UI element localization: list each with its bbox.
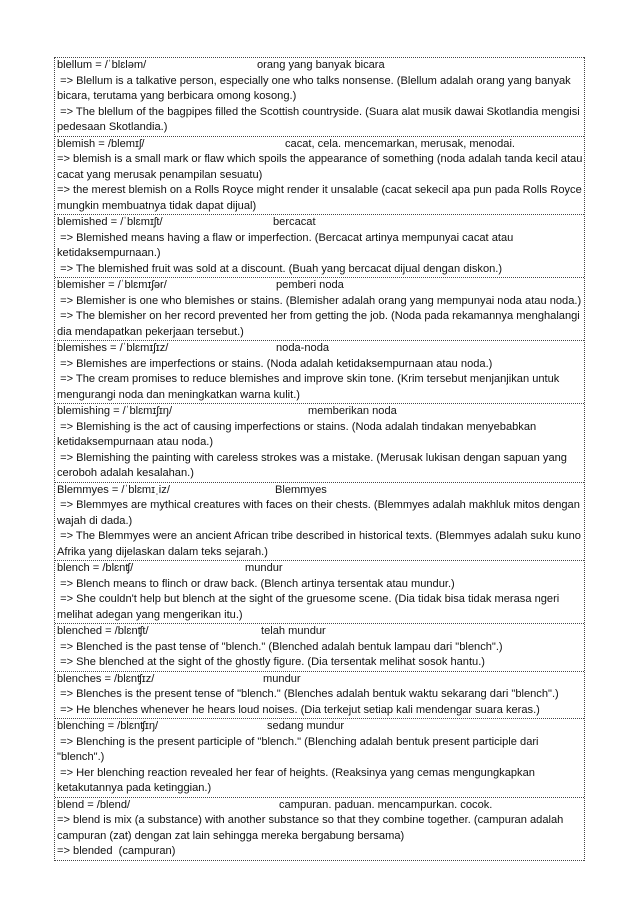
vocabulary-entry [55,798,584,861]
vocabulary-entry [55,215,584,278]
entry-word: blemishing = /ˈblɛmɪʃɪŋ/ [57,405,173,417]
entry-example: => The blemished fruit was sold at a discount. (Buah yang bercacat dijual dengan diskon.) [57,262,503,275]
vocabulary-entry [55,404,584,483]
entry-example: => Her blenching reaction revealed her fear of heights. (Reaksinya yang cemas mengungkapkan ketakutannya pada ketinggian.) [57,766,539,794]
entry-example: => Blenching is the present participle of "blench." (Blenching adalah bentuk present participle dari "blench".) [57,735,542,763]
entry-word: blench = /blɛnʧ/ [57,562,134,574]
entry-headline [57,483,584,499]
entry-example: => Blemishing is the act of causing imperfections or stains. (Noda adalah tindakan menyebabkan ketidaksempurnaan atau noda.) [57,420,540,448]
entry-example: => Blemisher is one who blemishes or stains. (Blemisher adalah orang yang mempunyai noda atau noda.) [57,294,582,307]
entry-example: => the merest blemish on a Rolls Royce might render it unsalable (cacat sekecil apa pun pada Rolls Royce mungkin membuatnya tidak dapat dijual) [57,184,585,212]
vocabulary-entry [55,483,584,562]
entry-example: => Blemishes are imperfections or stains. (Noda adalah ketidaksempurnaan atau noda.) [57,357,493,370]
entry-example: => Blemishing the painting with careless strokes was a mistake. (Merusak lukisan dengan sapuan yang ceroboh adalah kesalahan.) [57,451,571,479]
entry-headline [57,58,584,74]
entry-translation: Blemmyes [275,483,327,496]
vocabulary-table [54,57,585,861]
entry-headline [57,137,584,153]
entry-word: blemisher = /ˈblɛmɪʃər/ [57,279,167,291]
entry-example: => He blenches whenever he hears loud noises. (Dia terkejut setiap kali mendengar suara keras.) [57,703,540,716]
entry-headline [57,215,584,231]
vocabulary-entry [55,719,584,798]
vocabulary-entry [55,57,584,137]
entry-example: => Blemished means having a flaw or imperfection. (Bercacat artinya mempunyai cacat atau ketidaksempurnaan.) [57,231,517,259]
entry-word: blemishes = /ˈblɛmɪʃɪz/ [57,342,169,354]
entry-word: blellum = /ˈblɛləm/ [57,59,147,71]
entry-word: blenches = /blɛnʧɪz/ [57,672,155,685]
entry-example: => The Blemmyes were an ancient African tribe described in historical texts. (Blemmyes adalah suku kuno Afrika yang dijelaskan dalam teks sejarah.) [57,530,584,558]
entry-headline [57,719,584,735]
entry-headline [57,672,584,688]
entry-example: => Blench means to flinch or draw back. (Blench artinya tersentak atau mundur.) [57,577,455,590]
entry-translation: sedang mundur [267,720,345,732]
vocabulary-entry [55,672,584,720]
entry-translation: campuran. paduan. mencampurkan. cocok. [279,798,493,811]
vocabulary-entry [55,561,584,624]
entry-headline [57,798,584,814]
entry-word: blenched = /blɛnʧt/ [57,625,149,637]
entry-translation: mundur [263,672,301,685]
entry-word: Blemmyes = /ˈblɛmɪˌiz/ [57,483,170,496]
entry-example: => She couldn't help but blench at the sight of the gruesome scene. (Dia tidak bisa tidak merasa ngeri melihat adegan yang mengerikan itu.) [57,593,563,621]
entry-example: => She blenched at the sight of the ghostly figure. (Dia tersentak melihat sosok hantu.) [57,656,485,668]
entry-headline [57,624,584,640]
vocabulary-entry [55,137,584,216]
entry-example: => Blellum is a talkative person, especially one who talks nonsense. (Blellum adalah orang yang banyak bicara, terutama yang berbicara omong kosong.) [57,74,574,102]
entry-headline [57,404,584,420]
entry-translation: noda-noda [276,342,330,354]
entry-example: => The cream promises to reduce blemishes and improve skin tone. (Krim tersebut menjanjikan untuk mengurangi noda dan meningkatkan warna kulit.) [57,373,563,401]
vocabulary-entry [55,624,584,672]
entry-translation: cacat, cela. mencemarkan, merusak, menodai. [285,137,515,150]
entry-example: => Blenched is the past tense of "blench." (Blenched adalah bentuk lampau dari "blench".) [57,640,503,653]
entry-headline [57,278,584,294]
entry-example: => blemish is a small mark or flaw which spoils the appearance of something (noda adalah tanda kecil atau cacat yang merusak penampilan sesuatu) [57,153,586,181]
entry-translation: orang yang banyak bicara [257,59,385,71]
entry-example: => blend is mix (a substance) with another substance so that they combine together. (campuran adalah campuran (zat) dengan zat lain sehingga mereka bergabung bersama) [57,814,567,842]
entry-word: blenching = /blɛnʧɪŋ/ [57,720,159,732]
entry-word: blemish = /blemɪʃ/ [57,137,145,150]
entry-example: => The blellum of the bagpipes filled the Scottish countryside. (Suara alat musik dawai Skotlandia mengisi pedesaan Skotlandia.) [57,105,583,133]
entry-headline [57,341,584,357]
entry-headline [57,561,584,577]
entry-translation: mundur [245,562,283,574]
entry-example: => blended (campuran) [57,845,176,857]
vocabulary-entry [55,341,584,404]
entry-example: => Blenches is the present tense of "blench." (Blenches adalah bentuk waktu sekarang dari "blench".) [57,688,559,700]
entry-example: => Blemmyes are mythical creatures with faces on their chests. (Blemmyes adalah makhluk mitos dengan wajah di dada.) [57,499,583,527]
entry-word: blemished = /ˈblɛmɪʃt/ [57,216,163,228]
vocabulary-entry [55,278,584,341]
entry-translation: telah mundur [261,625,326,637]
entry-word: blend = /blend/ [57,798,131,811]
entry-translation: bercacat [273,216,316,228]
entry-translation: memberikan noda [308,405,397,417]
entry-example: => The blemisher on her record prevented her from getting the job. (Noda pada rekamannya menghalangi dia mendapatkan pekerjaan tersebut.) [57,310,583,338]
entry-translation: pemberi noda [276,279,344,291]
